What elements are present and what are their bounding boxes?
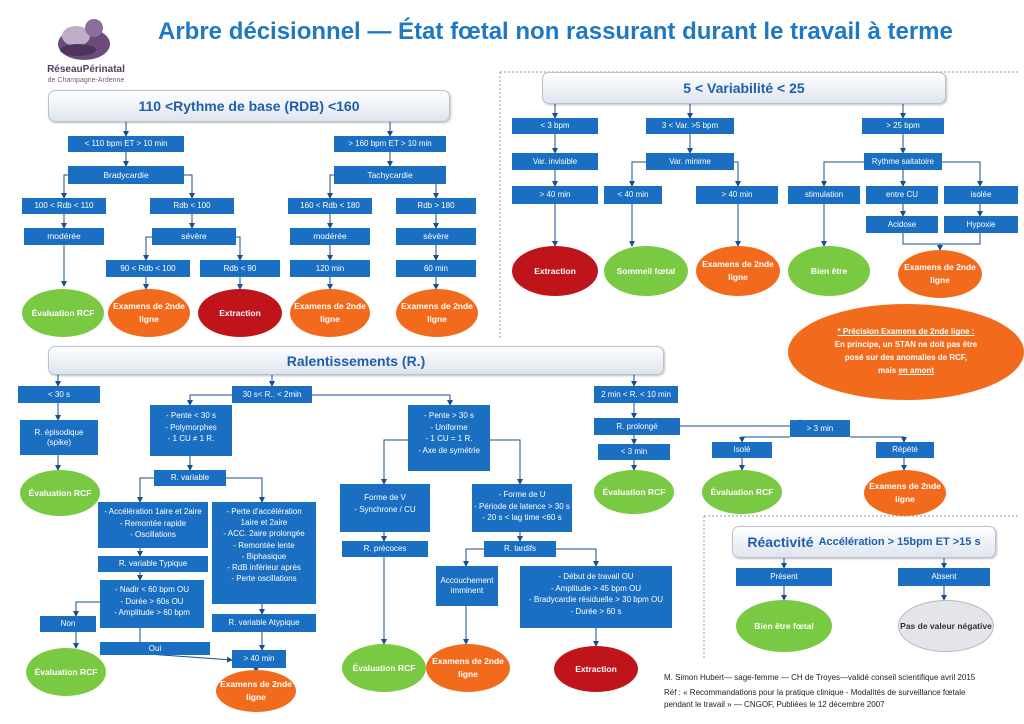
var-lt3: < 3 bpm	[512, 118, 598, 134]
ral-examens-2: Examens de 2nde ligne	[426, 644, 510, 692]
rdb-header: 110 <Rythme de base (RDB) <160	[48, 90, 450, 122]
var-saltatoire: Rythme saltatoire	[864, 153, 942, 170]
ral-accouchement: Accouchement imminent	[436, 566, 498, 606]
ral-variable: R. variable	[154, 470, 226, 486]
var-minime: Var. minime	[646, 153, 734, 170]
ral-lt30: < 30 s	[18, 386, 100, 403]
time-60-min: 60 min	[396, 260, 476, 277]
rdb-examens-3: Examens de 2nde ligne	[396, 289, 478, 337]
var-gt40-b: > 40 min	[696, 186, 778, 204]
ral-eval-1: Évaluation RCF	[20, 470, 100, 516]
rdb-extraction: Extraction	[198, 289, 282, 337]
var-examens-2: Examens de 2nde ligne	[898, 250, 982, 298]
range-100-110: 100 < Rdb < 110	[22, 198, 106, 214]
page-title: Arbre décisionnel — État fœtal non rassurant durant le travail à terme	[158, 18, 953, 45]
var-hypoxie: Hypoxie	[944, 216, 1018, 233]
ral-episodique: R. épisodique (spike)	[20, 420, 98, 455]
rdb-evaluation-rcf: Évaluation RCF	[22, 289, 104, 337]
range-160-180: 160 < Rdb < 180	[288, 198, 372, 214]
var-mid: 3 < Var. >5 bpm	[646, 118, 734, 134]
reactivite-absent: Absent	[898, 568, 990, 586]
ral-tardif-criteria: - Début de travail OU - Amplitude > 45 bpm OU - Bradycardie résiduelle > 30 bpm OU - Durée > 60 s	[520, 566, 672, 628]
ral-non: Non	[40, 616, 96, 632]
time-120-min: 120 min	[290, 260, 370, 277]
ral-lt3: < 3 min	[598, 444, 670, 460]
ral-atypique: R. variable Atypique	[212, 614, 316, 632]
ral-examens-1: Examens de 2nde ligne	[216, 670, 296, 712]
reactivite-pas-valeur: Pas de valeur négative	[898, 600, 994, 652]
var-stimulation: stimulation	[788, 186, 860, 204]
ral-eval-2: Évaluation RCF	[26, 648, 106, 696]
footer-author: M. Simon Hubert— sage-femme — CH de Troyes—validé conseil scientifique avril 2015	[664, 673, 976, 682]
precision-note	[788, 304, 1024, 400]
rdb-examens-1: Examens de 2nde ligne	[108, 289, 190, 337]
tachy-moderee: modérée	[290, 228, 370, 245]
reactivite-title: Réactivité	[747, 534, 814, 550]
var-extraction: Extraction	[512, 246, 598, 296]
tachy-severe: sévère	[396, 228, 476, 245]
ral-gt40: > 40 min	[232, 650, 286, 668]
brady-moderee: modérée	[24, 228, 104, 245]
reactivite-bien-etre: Bien être fœtal	[736, 600, 832, 652]
ral-repete: Répété	[876, 442, 934, 458]
precision-line2: posé sur des anomalies de RCF,	[844, 353, 968, 362]
logo	[36, 14, 136, 94]
reactivite-header	[732, 526, 996, 558]
var-examens: Examens de 2nde ligne	[696, 246, 780, 296]
ral-forme-v: Forme de V - Synchrone / CU	[340, 484, 430, 532]
ral-eval-3: Évaluation RCF	[342, 644, 426, 692]
ral-gt3: > 3 min	[790, 420, 850, 437]
bradycardie-node: Bradycardie	[68, 166, 184, 184]
ral-left-criteria: - Pente < 30 s - Polymorphes - 1 CU ≠ 1 R.	[150, 405, 232, 456]
ral-prolonge: R. prolongé	[594, 418, 680, 435]
ral-oui: Oui	[100, 642, 210, 655]
range-gt180: Rdb > 180	[396, 198, 476, 214]
logo-hands-icon	[54, 14, 112, 62]
var-sommeil-foetal: Sommeil fœtal	[604, 246, 688, 296]
ral-typique: R. variable Typique	[98, 556, 208, 572]
ral-right-criteria: - Pente > 30 s - Uniforme - 1 CU = 1 R. - Axe de symétrie	[408, 405, 490, 471]
footer-ref-2: pendant le travail » — CNGOF, Publiées le 12 décembre 2007	[664, 700, 885, 709]
precision-line1: En principe, un STAN ne doit pas être	[834, 340, 978, 350]
footer-credits	[664, 672, 1020, 711]
ral-extraction: Extraction	[554, 646, 638, 692]
range-lt100: Rdb < 100	[150, 198, 234, 214]
var-gt40-a: > 40 min	[512, 186, 598, 204]
reactivite-subtitle: Accélération > 15bpm ET >15 s	[818, 536, 981, 548]
ral-variable-right: - Perte d'accélération 1aire et 2aire - ACC. 2aire prolongée - Remontée lente - Biphasique - RdB inférieur après - Perte oscillations	[212, 502, 316, 604]
precision-title: * Précision Examens de 2nde ligne :	[837, 327, 975, 337]
variabilite-header: 5 < Variabilité < 25	[542, 72, 946, 104]
ralentissements-header: Ralentissements (R.)	[48, 346, 664, 375]
logo-subtitle: de Champagne-Ardenne	[47, 77, 125, 84]
var-invisible: Var. invisible	[512, 153, 598, 170]
reactivite-present: Présent	[736, 568, 832, 586]
ral-examens-3: Examens de 2nde ligne	[864, 470, 946, 516]
logo-name: RéseauPérinatal	[47, 64, 125, 75]
range-90-100: 90 < Rdb < 100	[106, 260, 190, 277]
ral-isole: Isolé	[712, 442, 772, 458]
rdb-low-condition: < 110 bpm ET > 10 min	[68, 136, 184, 152]
ral-variable-left: - Accélération 1aire et 2aire - Remontée rapide - Oscillations	[98, 502, 208, 548]
precision-line3: mais en amont	[877, 365, 935, 375]
tachycardie-node: Tachycardie	[334, 166, 446, 184]
var-gt25: > 25 bpm	[862, 118, 944, 134]
ral-precoces: R. précoces	[342, 541, 428, 557]
rdb-high-condition: > 160 bpm ET > 10 min	[334, 136, 446, 152]
var-bien-etre: Bien être	[788, 246, 870, 296]
ral-forme-u: - Forme de U - Période de latence > 30 s - 20 s < lag time <60 s	[472, 484, 572, 532]
range-lt90: Rdb < 90	[200, 260, 280, 277]
var-isolee: isolée	[944, 186, 1018, 204]
ral-typique-criteria: - Nadir < 60 bpm OU - Durée > 60s OU - Amplitude > 60 bpm	[100, 580, 204, 628]
ral-eval-4: Évaluation RCF	[594, 470, 674, 514]
var-acidose: Acidose	[866, 216, 938, 233]
var-entre-cu: entre CU	[866, 186, 938, 204]
ral-prolong-range: 2 min < R. < 10 min	[594, 386, 678, 403]
rdb-examens-2: Examens de 2nde ligne	[290, 289, 370, 337]
ral-eval-5: Évaluation RCF	[702, 470, 782, 514]
ral-range: 30 s< R.. < 2min	[232, 386, 312, 403]
brady-severe: sévère	[152, 228, 236, 245]
footer-ref-1: Réf : « Recommandations pour la pratique clinique - Modalités de surveillance fœtale	[664, 688, 966, 697]
var-lt40: < 40 min	[604, 186, 662, 204]
ral-tardifs: R. tardifs	[484, 541, 556, 557]
